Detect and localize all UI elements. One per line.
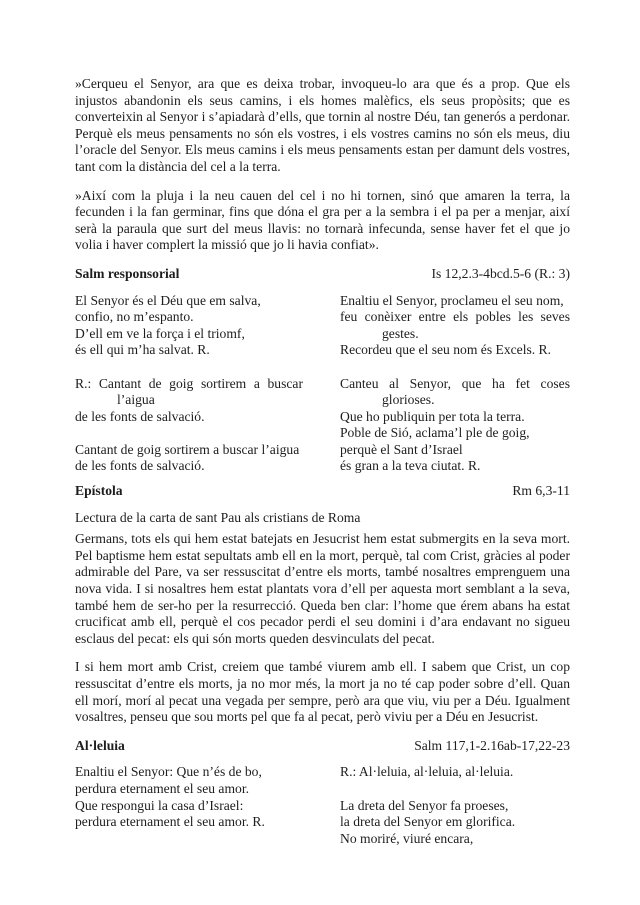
reading-paragraph-2: »Així com la pluja i la neu cauen del cel i no hi tornen, sinó que amaren la terra, la fecunden i la fan germinar, fins que dóna el gra per a la sembra i el pa per a menjar, així serà la paraula que surt del meus llavis: no tornarà infecunda, sense haver fet el que jo volia i haver complert la missió que jo li havia confiat». (75, 187, 570, 253)
psalm-right-column (340, 293, 570, 476)
alleluia-right-column (340, 764, 570, 847)
epistle-heading-row (75, 483, 570, 500)
verse-line: R.: Al·leluia, al·leluia, al·leluia. (340, 764, 514, 780)
verse-line: perdura eternament el seu amor. (75, 780, 249, 796)
verse-blank-line (340, 781, 570, 798)
verse-line: feu conèixer entre els pobles les seves (340, 309, 570, 325)
epistle-paragraph-1: Germans, tots els qui hem estat batejats en Jesucrist hem estat submergits en la seva mort. Pel baptisme hem estat sepultats amb ell en la mort, perquè, tal com Crist, gràcies al poder admirable del Pare, va ser ressuscitat d’entre els morts, també nosaltres emprenguem una nova vida. I si nosaltres hem estat plantats vora d’ell per aquesta mort semblant a la seva, també hem de ser-ho per la resurrecció. Queda ben clar: l’home que érem abans ha estat crucificat amb ell, perquè el cos pecador perdi el seu domini i d’ara endavant no sigueu esclaus del pecat: els qui són morts queden desvinculats del pecat. (75, 531, 570, 646)
verse-line: Enaltiu el Senyor, proclameu el seu nom, (340, 292, 564, 308)
alleluia-left-column (75, 764, 303, 847)
verse-line: de les fonts de salvació. (75, 458, 205, 474)
verse-line: és gran a la teva ciutat. R. (340, 458, 481, 474)
verse-line: Que respongui la casa d’Israel: (75, 797, 244, 813)
psalm-heading: Salm responsorial (75, 265, 180, 281)
alleluia-reference: Salm 117,1-2.16ab-17,22-23 (414, 737, 570, 753)
verse-line: R.: Cantant de goig sortirem a buscar (75, 375, 303, 391)
verse-line: No moriré, viuré encara, (340, 830, 474, 846)
verse-line: Enaltiu el Senyor: Que n’és de bo, (75, 764, 262, 780)
verse-line: perquè el Sant d’Israel (340, 441, 463, 457)
verse-blank-line (75, 425, 303, 442)
verse-line: Recordeu que el seu nom és Excels. R. (340, 342, 552, 358)
verse-line: gestes. (382, 325, 419, 341)
epistle-reference: Rm 6,3-11 (512, 483, 570, 499)
verse-line: perdura eternament el seu amor. R. (75, 814, 265, 830)
verse-line: Que ho publiquin per tota la terra. (340, 408, 525, 424)
psalm-reference: Is 12,2.3-4bcd.5-6 (R.: 3) (431, 265, 570, 281)
alleluia-columns (75, 764, 570, 847)
alleluia-heading: Al·leluia (75, 737, 125, 753)
verse-line: Poble de Sió, aclama’l ple de goig, (340, 425, 530, 441)
verse-line: de les fonts de salvació. (75, 408, 205, 424)
verse-line: és ell qui m’ha salvat. R. (75, 342, 210, 358)
epistle-paragraph-2: I si hem mort amb Crist, creiem que també viurem amb ell. I sabem que Crist, un cop ressuscitat d’entre els morts, ja no mor més, la mort ja no té cap poder sobre d’ell. Quan ell morí, morí al pecat una vegada per sempre, però ara que viu, viu per a Déu. Igualment vosaltres, penseu que sou morts pel que fa al pecat, però viviu per a Déu en Jesucrist. (75, 659, 570, 725)
epistle-heading: Epístola (75, 483, 123, 499)
verse-line: la dreta del Senyor em glorifica. (340, 814, 516, 830)
verse-line: confio, no m’espanto. (75, 309, 194, 325)
verse-line: El Senyor és el Déu que em salva, (75, 292, 261, 308)
alleluia-heading-row (75, 738, 570, 755)
verse-blank-line (340, 359, 570, 376)
verse-line: glorioses. (382, 392, 435, 408)
verse-line: La dreta del Senyor fa proeses, (340, 797, 509, 813)
psalm-heading-row (75, 266, 570, 283)
verse-line: Canteu al Senyor, que ha fet coses (340, 375, 570, 391)
psalm-left-column (75, 293, 303, 476)
verse-blank-line (75, 359, 303, 376)
reading-paragraph-1: »Cerqueu el Senyor, ara que es deixa trobar, invoqueu-lo ara que és a prop. Que els injustos abandonin els seus camins, i els homes malèfics, els seus propòsits; que es converteixin al Senyor i s’apiadarà d’ells, que tornin al nostre Déu, tan generós a perdonar. Perquè els meus pensaments no són els vostres, i els vostres camins no són els meus, diu l’oracle del Senyor. Els meus camins i els meus pensaments estan per damunt dels vostres, tant com la distància del cel a la terra. (75, 76, 570, 174)
psalm-columns (75, 293, 570, 476)
verse-line: l’aigua (117, 392, 155, 408)
epistle-intro: Lectura de la carta de sant Pau als cristians de Roma (75, 509, 361, 525)
verse-line: D’ell em ve la força i el triomf, (75, 325, 245, 341)
verse-line: Cantant de goig sortirem a buscar l’aigua (75, 441, 300, 457)
